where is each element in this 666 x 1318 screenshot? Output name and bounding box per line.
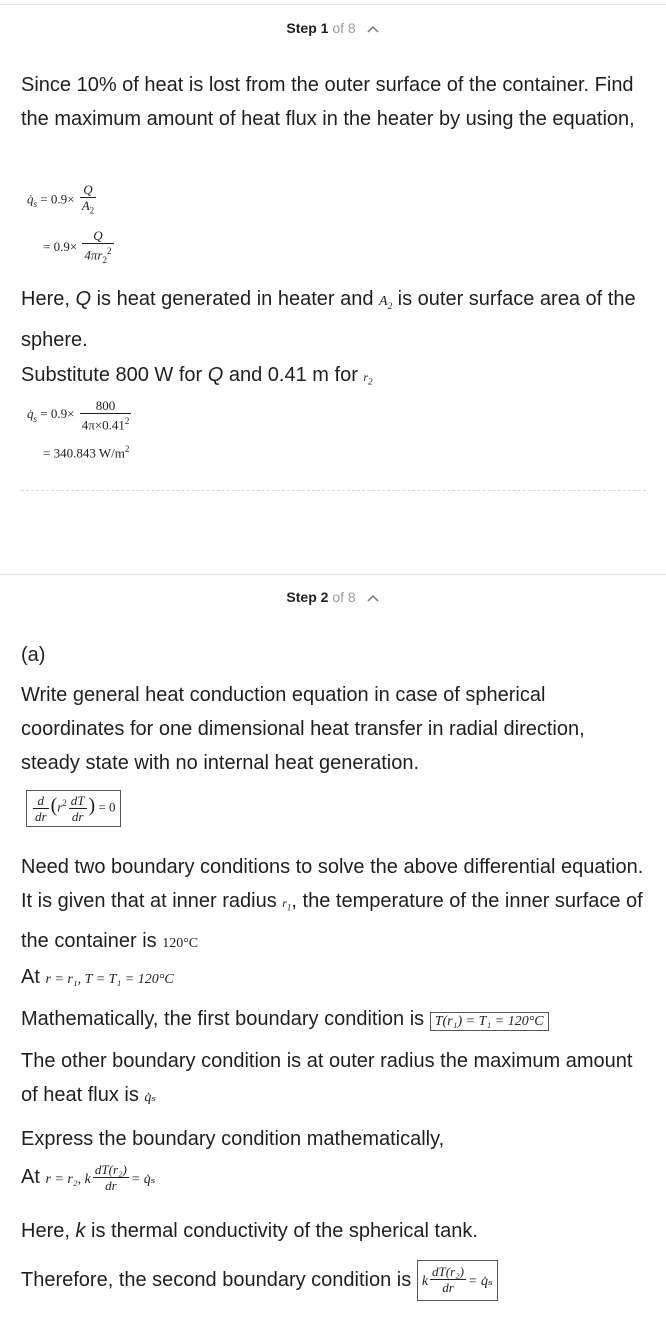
step-2-k-definition: Here, k is thermal conductivity of the spherical tank. — [21, 1220, 478, 1242]
step-2-outer-flux: The other boundary condition is at outer radius the maximum amount of heat flux is q̇ₛ — [21, 1050, 633, 1106]
equation-heat-flux-2: = 0.9× $\frac{Q}{4\pi r_2^2}$ — [43, 228, 112, 265]
part-label: (a) — [21, 644, 46, 666]
step-2-express: Express the boundary condition mathematically, — [21, 1128, 445, 1150]
chevron-up-icon[interactable] — [366, 593, 380, 603]
equation-substituted: $q̇_s = 0.9\times$ $\frac{800}{4\pi\times 0.41^2}$ — [27, 398, 130, 433]
step-number: 1 — [320, 20, 329, 36]
step-divider — [0, 574, 666, 575]
top-divider — [0, 4, 666, 5]
step-label: Step — [286, 589, 317, 605]
step-total: of 8 — [332, 20, 356, 36]
step-label: Step — [286, 20, 317, 36]
step-2-at-outer: At r = r₂, k $\frac{\text{dT(r₂)}}{dr}$ = q̇ₛ — [21, 1162, 156, 1194]
chevron-up-icon[interactable] — [366, 24, 380, 34]
step-2-boundary-intro: Need two boundary conditions to solve the above differential equation. It is given that at inner radius $r_1$, the temperature of the inner surface of the container is 120°C — [21, 856, 644, 953]
step-1-substitute: Substitute 800 W for Q and 0.41 m for $r_2$ — [21, 364, 373, 387]
equation-result: = 340.843 $W/m^2$ — [43, 444, 130, 461]
step-number: 2 — [320, 589, 329, 605]
step-1-intro: Since 10% of heat is lost from the outer surface of the container. Find the maximum amount of heat flux in the heater by using the equation, — [21, 74, 635, 130]
step-1-end-divider — [21, 490, 646, 491]
step-2-at-inner: At r = r₁, T = T₁ = 120°C — [21, 966, 174, 988]
step-2-second-bc: Therefore, the second boundary condition is k $\frac{\text{dT(r₂)}}{dr}$ = q̇ₛ — [21, 1260, 646, 1301]
step-2-header[interactable] — [0, 589, 666, 605]
step-2-intro: Write general heat conduction equation in case of spherical coordinates for one dimensional heat transfer in radial direction, steady state with no internal heat generation. — [21, 684, 585, 774]
step-1-explanation: Here, Q is heat generated in heater and $A_2$ is outer surface area of the sphere. — [21, 288, 636, 351]
conduction-equation: $\frac{d}{dr}$ ($r^2$ $\frac{dT}{dr}$ ) = 0 — [26, 790, 121, 827]
step-total: of 8 — [332, 589, 356, 605]
step-2-first-bc: Mathematically, the first boundary condition is T(r₁) = T₁ = 120°C — [21, 1002, 646, 1039]
equation-heat-flux-1: $q̇_s = 0.9\times$ $\frac{Q}{A_2}$ — [27, 182, 95, 216]
step-1-header[interactable] — [0, 20, 666, 36]
